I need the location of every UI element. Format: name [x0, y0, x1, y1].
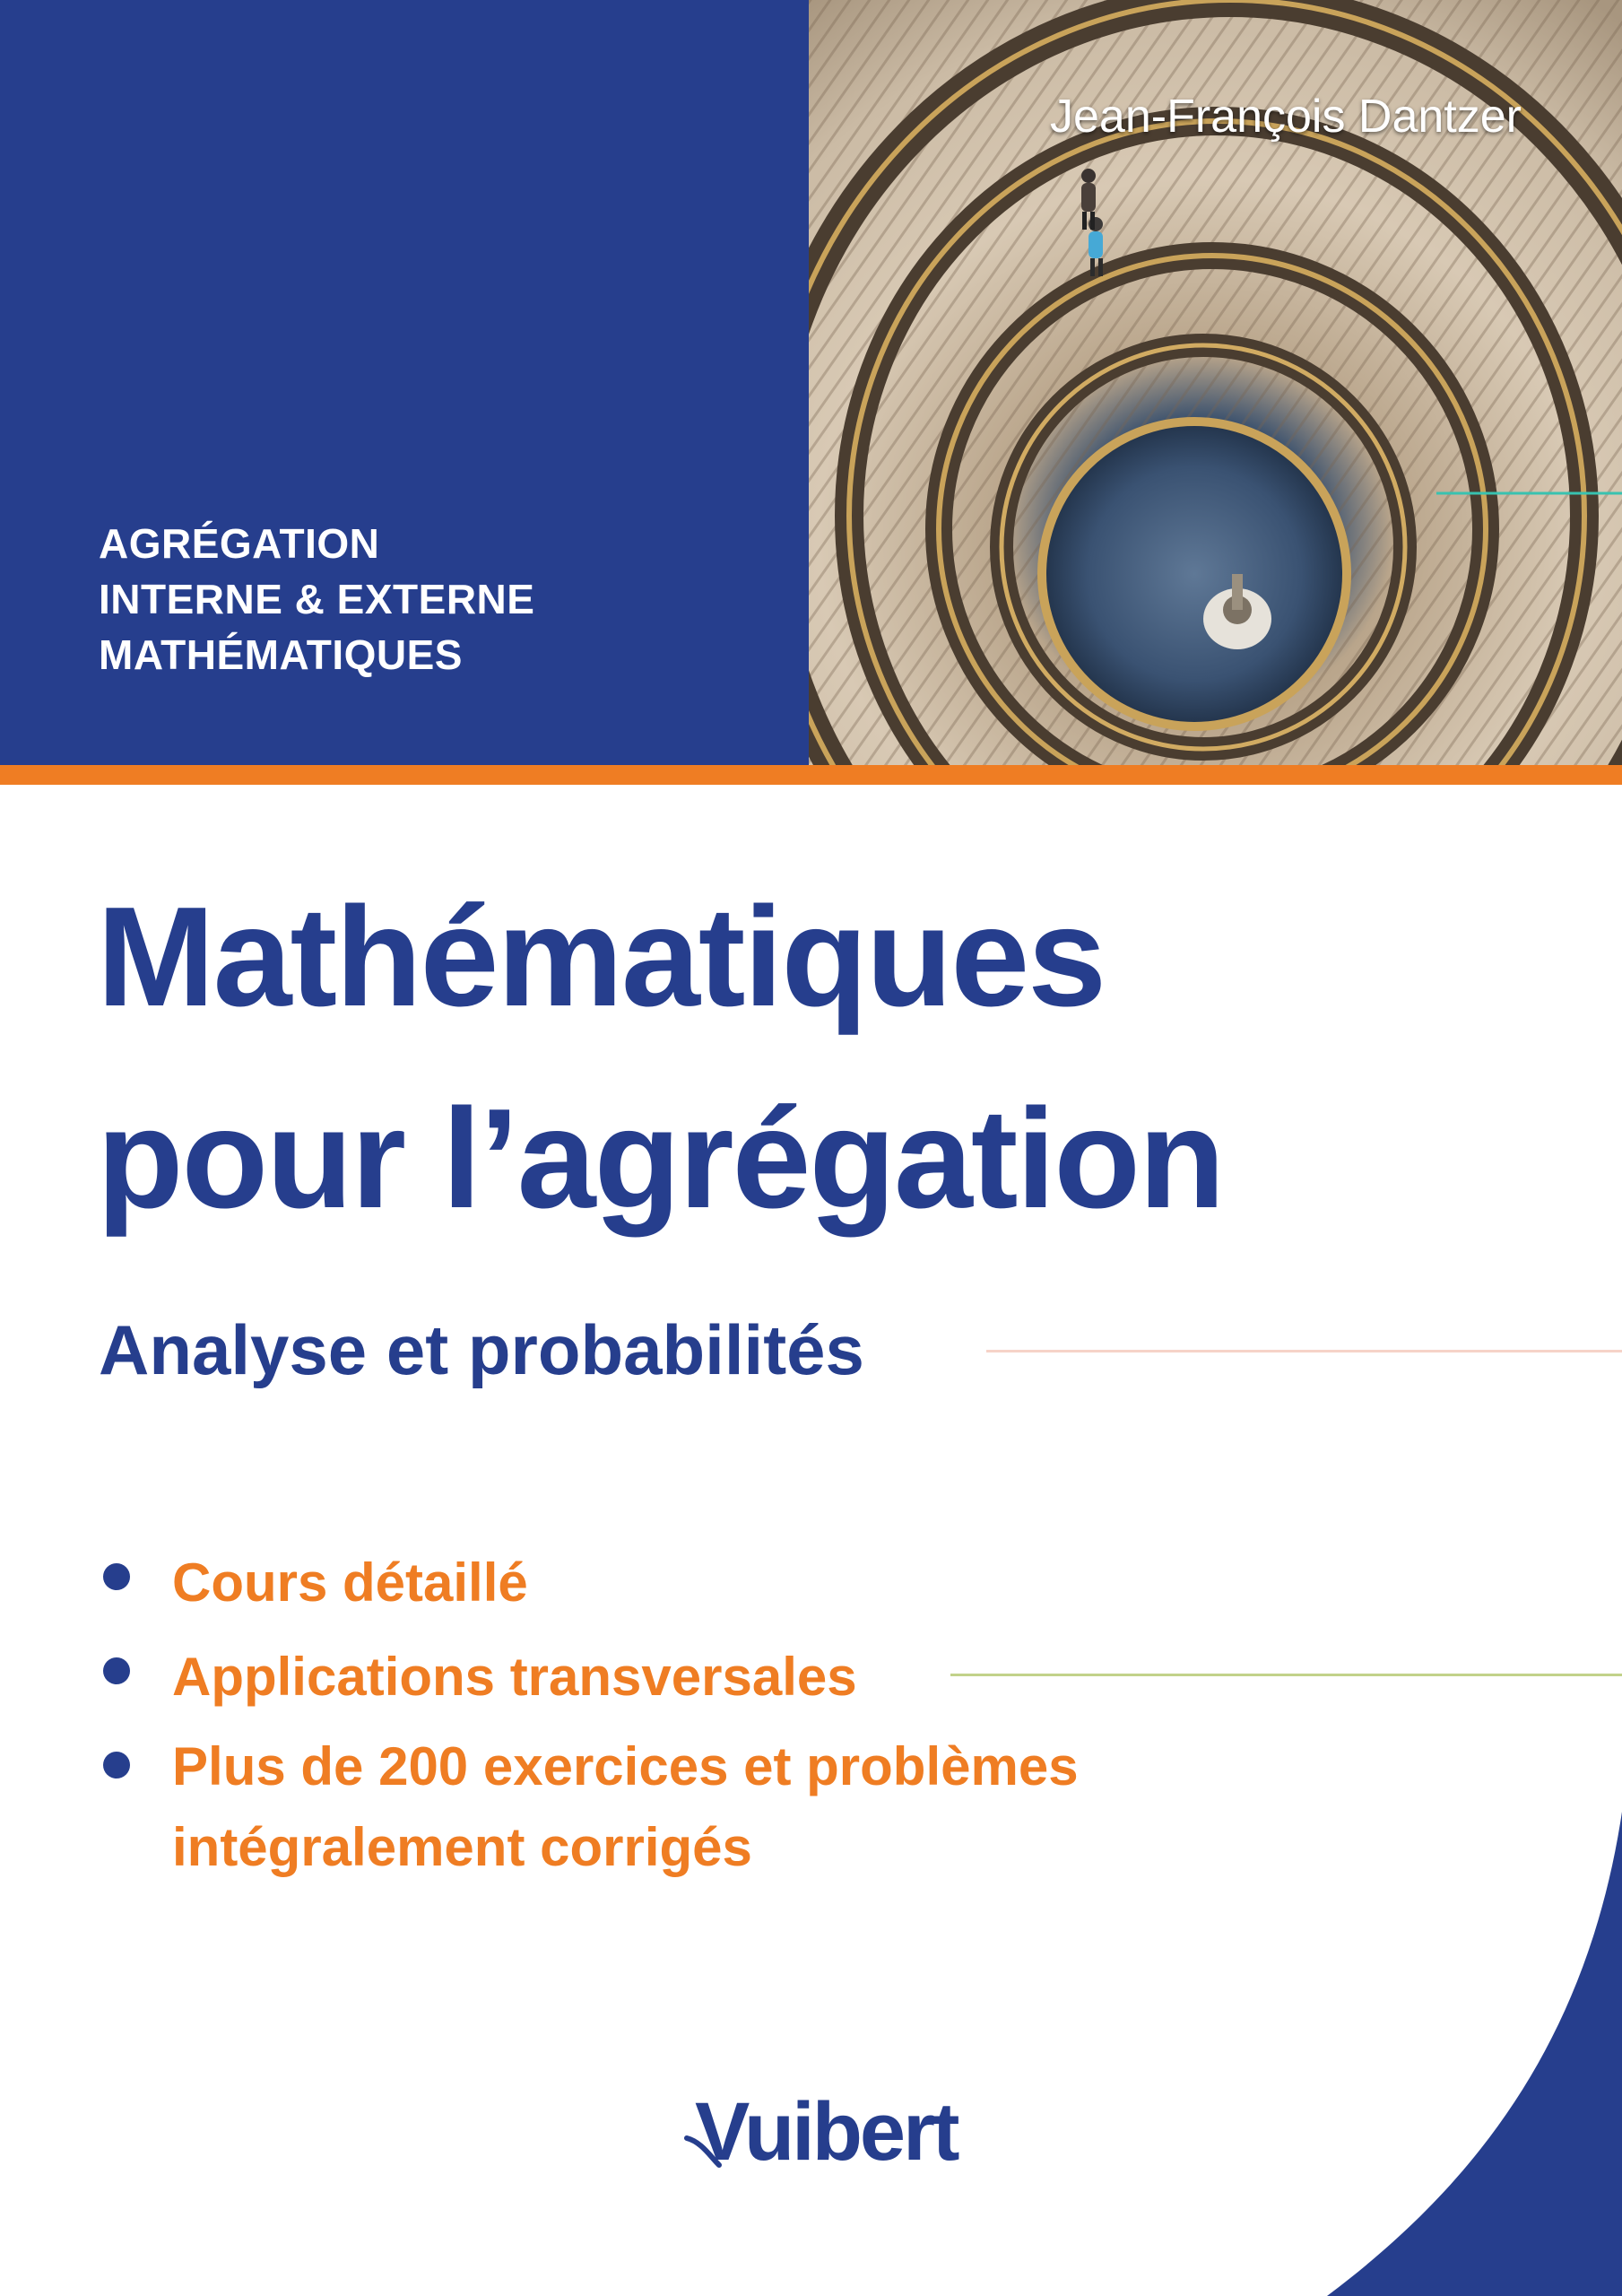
collection-line-1: AGRÉGATION — [99, 520, 380, 567]
collection-line-3: MATHÉMATIQUES — [99, 631, 463, 678]
collection-panel — [0, 0, 809, 765]
decorative-line-pink — [986, 1350, 1622, 1352]
feature-item — [99, 1632, 1338, 1722]
bullet-icon — [103, 1657, 130, 1684]
spiral-staircase-photo — [809, 0, 1622, 765]
feature-item — [99, 1538, 1338, 1628]
book-title-line-1: Mathématiques — [97, 878, 1106, 1036]
bullet-icon — [103, 1563, 130, 1590]
feature-text: Cours détaillé — [172, 1552, 528, 1613]
bullet-icon — [103, 1752, 130, 1779]
book-title — [97, 857, 1223, 1260]
feature-text: Applications transversales — [172, 1647, 857, 1707]
publisher-logo: Vuibert — [695, 2086, 958, 2178]
orange-divider — [0, 765, 1622, 785]
feature-text: Plus de 200 exercices et problèmes intégralement corrigés — [172, 1736, 1079, 1877]
author-name: Jean-François Dantzer — [1050, 91, 1522, 143]
book-subtitle: Analyse et probabilités — [99, 1310, 864, 1389]
book-title-line-2: pour l’agrégation — [97, 1080, 1224, 1238]
collection-label — [99, 516, 534, 683]
cover-top-band — [0, 0, 1622, 765]
feature-list — [99, 1538, 1338, 1892]
feature-item — [99, 1726, 1338, 1888]
collection-line-2: INTERNE & EXTERNE — [99, 576, 535, 622]
